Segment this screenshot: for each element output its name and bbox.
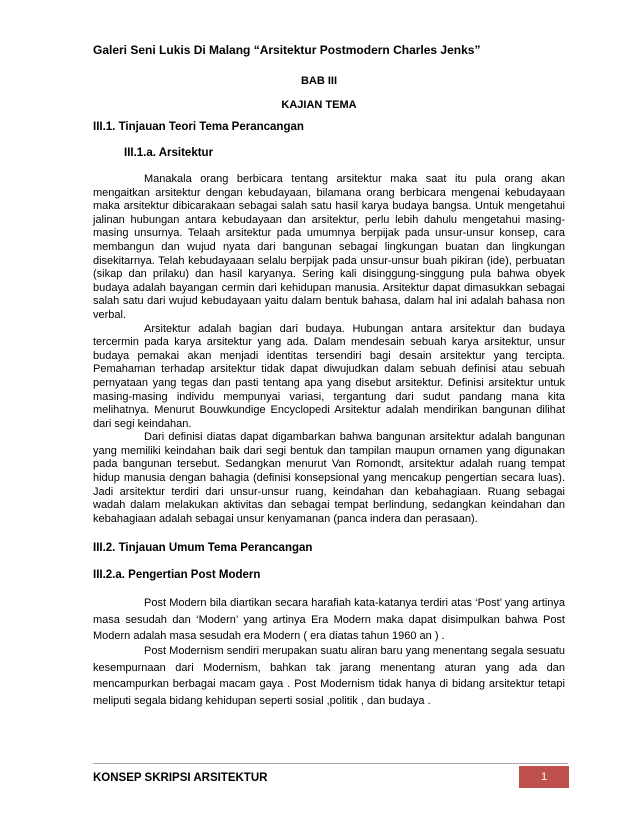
section-III-2-a-body-1 [93,595,565,645]
footer-divider [93,763,568,764]
paragraph: Manakala orang berbicara tentang arsitektur maka saat itu pula orang akan mengaitkan arsitektur dengan kebudayaan, bilamana orang berbicara mengenai kebudayaan maka arsitektur dibicarakaan sebagai salah satu hasil karya budaya bangsa. Untuk mengetahui jalinan hubungan antara kebudayaan dan arsitektur, perlu lebih dahulu mengetahui masing-masing unsurnya. Telaah arsitektur pada umumnya berpijak pada unsur-unsur konsep, cara membangun dan wujud nyata dari bangunan sebagai lingkungan buatan dan lingkungan disekitarnya. Telah kebudayaaan selalu berpijak pada unsur-unsur buah pikiran (ide), perbuatan (sikap dan prilaku) dan hasil karyanya. Sering kali disinggung-singgung pula bahwa obyek budaya adalah bayangan cermin dari kehidupan manusia. Arsitektur dapat dimasukkan sebagai salah satu dari wujud kebudayaan yaitu dalam bentuk bahasa, dalam hal ini adalah bahasa non verbal. [93,173,565,321]
paragraph: Dari definisi diatas dapat digambarkan bahwa bangunan arsitektur adalah bangunan yang memiliki keindahan baik dari segi bentuk dan tampilan maupun ornamen yang digunakan pada bangunan tersebut. Sedangkan menurut Van Romondt, arsitektur adalah ruang tempat hidup manusia dengan bahagia (definisi konsepsional yang mencakup pengertian secara luas). Jadi arsitektur terdiri dari unsur-unsur ruang, keindahan dan kebahagiaan. Ruang sebagai wadah dalam melakukan aktivitas dan sebagai tempat berlindung, sedangkan keindahan dan kebahagiaan adalah sebagai unsur kenyamanan (panca indera dan perasaan). [93,431,565,525]
page-number-badge: 1 [519,766,569,788]
section-III-2-a-body-2 [93,643,565,709]
paragraph: Arsitektur adalah bagian dari budaya. Hubungan antara arsitektur dan budaya tercermin pada karya arsitektur yang ada. Dalam mendesain sebuah karya arsitektur, unsur budaya pemakai akan menjadi identitas tersendiri bagi desain arsitektur yang tercipta. Pemahaman terhadap arsitektur tidak dapat diwujudkan dalam sebuah definisi atau sebuah pernyataan yang tegas dan pasti tentang apa yang disebut arsitektur. Definisi arsitektur untuk masing-masing individu mempunyai variasi, tergantung dari sudut pandang mana kita melihatnya. Menurut Bouwkundige Encyclopedi Arsitektur adalah mendirikan bangunan dilihat dari segi keindahan. [93,322,565,430]
running-header: Galeri Seni Lukis Di Malang “Arsitektur Postmodern Charles Jenks” [93,43,481,57]
section-heading-III-2: III.2. Tinjauan Umum Tema Perancangan [93,542,313,554]
footer-title: KONSEP SKRIPSI ARSITEKTUR [93,772,268,784]
section-III-1-a-body [93,173,565,526]
chapter-number: BAB III [300,75,338,87]
chapter-title: KAJIAN TEMA [281,99,357,111]
subsection-heading-III-1-a: III.1.a. Arsitektur [124,147,214,159]
paragraph: Post Modern bila diartikan secara harafiah kata-katanya terdiri atas ‘Post’ yang artinya masa sesudah dan ‘Modern’ yang artinya Era Modern maka dapat disimpulkan bahwa Post Modern adalah masa sesudah era Modern ( era diatas tahun 1960 an ) . [93,597,565,642]
subsection-heading-III-2-a: III.2.a. Pengertian Post Modern [93,569,261,581]
paragraph: Post Modernism sendiri merupakan suatu aliran baru yang menentang segala sesuatu kesempurnaan dari Modernism, bahkan tak jarang menentang aturan yang ada dan mencampurkan berbagai macam gaya . Post Modernism tidak hanya di bidang arsitektur tetapi meliputi segala bidang kehidupan seperti sosial ,politik , dan budaya . [93,645,565,707]
section-heading-III-1: III.1. Tinjauan Teori Tema Perancangan [93,121,304,133]
